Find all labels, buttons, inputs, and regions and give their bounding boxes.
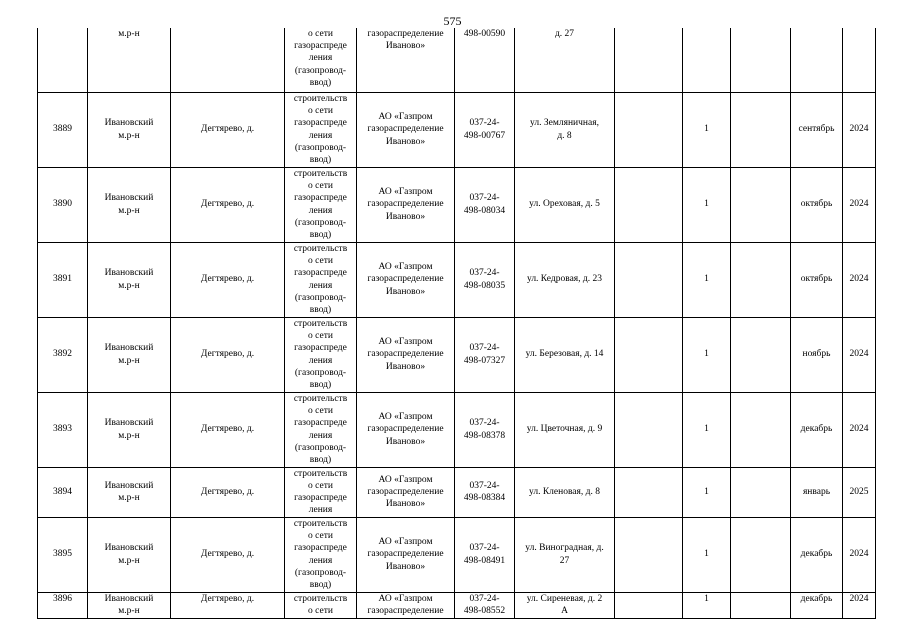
cell-line: Ивановский xyxy=(104,268,154,279)
cell-line: ул. Сиреневая, д. 2 xyxy=(526,593,603,604)
table-row xyxy=(38,317,876,392)
year-cell: 2024 xyxy=(843,167,876,242)
settlement-cell: Дегтярево, д. xyxy=(171,517,285,592)
empty-cell xyxy=(615,517,683,592)
operator-cell xyxy=(357,592,455,618)
address-cell xyxy=(515,592,615,618)
cell-line: о сети xyxy=(308,406,333,417)
cell-line: 037-24- xyxy=(469,343,500,354)
empty-cell xyxy=(615,317,683,392)
district-cell xyxy=(88,167,171,242)
cell-line: 498-08491 xyxy=(463,555,506,566)
cell-line: ввод) xyxy=(309,154,332,165)
cell-line: Иваново» xyxy=(385,211,426,222)
table-row xyxy=(38,592,876,618)
cell-line: строительств xyxy=(293,393,348,404)
empty-cell xyxy=(843,28,876,92)
work-type-cell xyxy=(285,467,357,517)
table-row xyxy=(38,242,876,317)
cell-line: о сети xyxy=(308,29,333,39)
table-row xyxy=(38,392,876,467)
cell-line: газораспределение xyxy=(367,349,444,360)
cell-line: м.р-н xyxy=(118,355,140,366)
month-cell: октябрь xyxy=(791,242,843,317)
cell-line: газораспределение xyxy=(367,124,444,135)
empty-cell xyxy=(731,592,791,618)
cell-line: газораспреде xyxy=(294,193,347,204)
quantity-cell: 1 xyxy=(683,242,731,317)
operator-cell xyxy=(357,167,455,242)
cell-line: 498-08035 xyxy=(463,280,506,291)
settlement-cell: Дегтярево, д. xyxy=(171,392,285,467)
year-cell: 2025 xyxy=(843,467,876,517)
cell-line: ления xyxy=(308,130,333,141)
year-cell: 2024 xyxy=(843,392,876,467)
settlement-cell xyxy=(171,28,285,92)
cell-line: строительств xyxy=(293,593,348,604)
settlement-cell: Дегтярево, д. xyxy=(171,242,285,317)
cell-line: м.р-н xyxy=(118,130,140,141)
cell-line: газораспределение xyxy=(367,605,444,616)
cell-line: 037-24- xyxy=(469,118,500,129)
district-cell xyxy=(88,467,171,517)
cell-line: ул. Кедровая, д. 23 xyxy=(526,274,602,285)
cell-line: Иваново» xyxy=(385,41,426,52)
row-number-cell: 3891 xyxy=(38,242,88,317)
cell-line: д. 8 xyxy=(557,130,572,141)
code-cell xyxy=(455,467,515,517)
cell-line: 498-00590 xyxy=(463,29,506,39)
cell-line: м.р-н xyxy=(118,205,140,216)
cell-line: (газопровод- xyxy=(294,442,347,453)
address-cell xyxy=(515,317,615,392)
month-cell: январь xyxy=(791,467,843,517)
cell-line: строительств xyxy=(293,93,348,104)
work-type-cell xyxy=(285,392,357,467)
cell-line: ввод) xyxy=(309,304,332,315)
cell-line: 498-00767 xyxy=(463,130,506,141)
code-cell xyxy=(455,392,515,467)
cell-line: строительств xyxy=(293,243,348,254)
cell-line: (газопровод- xyxy=(294,217,347,228)
cell-line: Иваново» xyxy=(385,561,426,572)
cell-line: газораспределение xyxy=(367,549,444,560)
cell-line: м.р-н xyxy=(118,280,140,291)
cell-line: Иваново» xyxy=(385,499,426,510)
cell-line: Иваново» xyxy=(385,361,426,372)
cell-line: Иваново» xyxy=(385,286,426,297)
cell-line: Иваново» xyxy=(385,136,426,147)
cell-line: Ивановский xyxy=(104,593,154,604)
month-cell: декабрь xyxy=(791,517,843,592)
operator-cell xyxy=(357,92,455,167)
cell-line: газораспреде xyxy=(294,418,347,429)
cell-line: Ивановский xyxy=(104,418,154,429)
cell-line: ввод) xyxy=(309,229,332,240)
cell-line: м.р-н xyxy=(118,430,140,441)
row-number-cell: 3896 xyxy=(38,592,88,618)
cell-line: ления xyxy=(308,205,333,216)
cell-line: ввод) xyxy=(309,379,332,390)
district-cell xyxy=(88,392,171,467)
table-row xyxy=(38,167,876,242)
cell-line: 037-24- xyxy=(469,480,500,491)
cell-line: о сети xyxy=(308,480,333,491)
cell-line: 498-08378 xyxy=(463,430,506,441)
month-cell: декабрь xyxy=(791,592,843,618)
address-cell xyxy=(515,92,615,167)
cell-line: (газопровод- xyxy=(294,292,347,303)
year-cell: 2024 xyxy=(843,242,876,317)
code-cell xyxy=(455,28,515,92)
address-cell xyxy=(515,467,615,517)
quantity-cell: 1 xyxy=(683,392,731,467)
operator-cell xyxy=(357,242,455,317)
empty-cell xyxy=(791,28,843,92)
operator-cell xyxy=(357,392,455,467)
code-cell xyxy=(455,242,515,317)
cell-line: Ивановский xyxy=(104,480,154,491)
settlement-cell: Дегтярево, д. xyxy=(171,592,285,618)
cell-line: газораспреде xyxy=(294,118,347,129)
cell-line: м.р-н xyxy=(118,493,140,503)
cell-line: 498-07327 xyxy=(463,355,506,366)
year-cell: 2024 xyxy=(843,592,876,618)
cell-line: АО «Газпром xyxy=(378,187,433,198)
cell-line: о сети xyxy=(308,106,333,117)
work-type-cell xyxy=(285,592,357,618)
cell-line: газораспределение xyxy=(367,274,444,285)
district-cell xyxy=(88,592,171,618)
cell-line: ления xyxy=(308,280,333,291)
empty-cell xyxy=(731,242,791,317)
empty-cell xyxy=(731,467,791,517)
cell-line: о сети xyxy=(308,605,333,616)
cell-line: о сети xyxy=(308,256,333,267)
cell-line: 037-24- xyxy=(469,268,500,279)
cell-line: АО «Газпром xyxy=(378,112,433,123)
empty-cell xyxy=(731,392,791,467)
cell-line: АО «Газпром xyxy=(378,412,433,423)
cell-line: строительств xyxy=(293,468,348,479)
code-cell xyxy=(455,317,515,392)
cell-line: газораспреде xyxy=(294,41,347,52)
settlement-cell: Дегтярево, д. xyxy=(171,167,285,242)
cell-line: газораспределение xyxy=(367,486,444,497)
year-cell: 2024 xyxy=(843,92,876,167)
table-row xyxy=(38,92,876,167)
cell-line: Иваново» xyxy=(385,436,426,447)
cell-line: 037-24- xyxy=(469,193,500,204)
cell-line: 037-24- xyxy=(469,543,500,554)
month-cell: декабрь xyxy=(791,392,843,467)
cell-line: ул. Виноградная, д. xyxy=(525,543,604,554)
empty-cell xyxy=(731,517,791,592)
empty-cell xyxy=(615,592,683,618)
empty-cell xyxy=(731,167,791,242)
cell-line: АО «Газпром xyxy=(378,537,433,548)
table-row xyxy=(38,28,876,92)
quantity-cell: 1 xyxy=(683,167,731,242)
work-type-cell xyxy=(285,92,357,167)
address-cell xyxy=(515,167,615,242)
year-cell: 2024 xyxy=(843,517,876,592)
cell-line: строительств xyxy=(293,168,348,179)
settlement-cell: Дегтярево, д. xyxy=(171,92,285,167)
cell-line: ввод) xyxy=(309,77,332,88)
cell-line: ул. Березовая, д. 14 xyxy=(525,349,604,360)
empty-cell xyxy=(731,92,791,167)
cell-line: ул. Цветочная, д. 9 xyxy=(526,424,603,435)
district-cell xyxy=(88,317,171,392)
empty-cell xyxy=(731,28,791,92)
cell-line: ления xyxy=(308,53,333,64)
table-row xyxy=(38,467,876,517)
cell-line: Ивановский xyxy=(104,543,154,554)
cell-line: ввод) xyxy=(309,579,332,590)
cell-line: 037-24- xyxy=(469,593,500,604)
row-number-cell: 3889 xyxy=(38,92,88,167)
operator-cell xyxy=(357,317,455,392)
operator-cell xyxy=(357,28,455,92)
empty-cell xyxy=(615,242,683,317)
cell-line: газораспреде xyxy=(294,493,347,503)
cell-line: ления xyxy=(308,430,333,441)
cell-line: о сети xyxy=(308,181,333,192)
work-type-cell xyxy=(285,167,357,242)
quantity-cell: 1 xyxy=(683,592,731,618)
cell-line: ввод) xyxy=(309,454,332,465)
table-row xyxy=(38,517,876,592)
cell-line: 498-08384 xyxy=(463,493,506,503)
month-cell: октябрь xyxy=(791,167,843,242)
settlement-cell: Дегтярево, д. xyxy=(171,467,285,517)
empty-cell xyxy=(615,28,683,92)
cell-line: о сети xyxy=(308,531,333,542)
cell-line: о сети xyxy=(308,331,333,342)
cell-line: АО «Газпром xyxy=(378,593,433,604)
district-cell xyxy=(88,517,171,592)
empty-cell xyxy=(615,467,683,517)
cell-line: (газопровод- xyxy=(294,367,347,378)
operator-cell xyxy=(357,467,455,517)
work-type-cell xyxy=(285,317,357,392)
page-number: 575 xyxy=(443,14,462,28)
work-type-cell xyxy=(285,517,357,592)
cell-line: газораспреде xyxy=(294,343,347,354)
cell-line: строительств xyxy=(293,518,348,529)
code-cell xyxy=(455,167,515,242)
cell-line: м.р-н xyxy=(118,605,140,616)
cell-line: ул. Ореховая, д. 5 xyxy=(529,199,600,210)
row-number-cell: 3895 xyxy=(38,517,88,592)
empty-cell xyxy=(615,392,683,467)
district-cell xyxy=(88,242,171,317)
quantity-cell: 1 xyxy=(683,92,731,167)
address-cell xyxy=(515,242,615,317)
empty-cell xyxy=(731,317,791,392)
month-cell: ноябрь xyxy=(791,317,843,392)
address-cell xyxy=(515,28,615,92)
cell-line: 498-08552 xyxy=(463,605,506,616)
cell-line: А xyxy=(561,605,568,616)
cell-line: Ивановский xyxy=(104,118,154,129)
row-number-cell: 3892 xyxy=(38,317,88,392)
district-cell xyxy=(88,92,171,167)
cell-line: АО «Газпром xyxy=(378,262,433,273)
cell-line: АО «Газпром xyxy=(378,337,433,348)
operator-cell xyxy=(357,517,455,592)
quantity-cell: 1 xyxy=(683,517,731,592)
cell-line: газораспределение xyxy=(367,424,444,435)
cell-line: ул. Земляничная, xyxy=(530,118,599,129)
cell-line: ул. Кленовая, д. 8 xyxy=(529,486,600,497)
quantity-cell: 1 xyxy=(683,467,731,517)
row-number-cell xyxy=(38,28,88,92)
empty-cell xyxy=(615,92,683,167)
empty-cell xyxy=(683,28,731,92)
cell-line: (газопровод- xyxy=(294,142,347,153)
address-cell xyxy=(515,392,615,467)
row-number-cell: 3893 xyxy=(38,392,88,467)
cell-line: 27 xyxy=(559,555,570,566)
cell-line: газораспреде xyxy=(294,543,347,554)
cell-line: 498-08034 xyxy=(463,205,506,216)
work-type-cell xyxy=(285,242,357,317)
row-number-cell: 3890 xyxy=(38,167,88,242)
cell-line: ления xyxy=(308,355,333,366)
cell-line: строительств xyxy=(293,318,348,329)
gas-connection-table xyxy=(37,28,876,619)
cell-line: газораспреде xyxy=(294,268,347,279)
district-cell: м.р-н xyxy=(88,28,171,92)
empty-cell xyxy=(615,167,683,242)
year-cell: 2024 xyxy=(843,317,876,392)
cell-line: газораспределение xyxy=(367,199,444,210)
work-type-cell xyxy=(285,28,357,92)
cell-line: (газопровод- xyxy=(294,65,347,76)
cell-line: ления xyxy=(308,505,333,516)
code-cell xyxy=(455,517,515,592)
cell-line: газораспределение xyxy=(367,29,444,39)
quantity-cell: 1 xyxy=(683,317,731,392)
settlement-cell: Дегтярево, д. xyxy=(171,317,285,392)
row-number-cell: 3894 xyxy=(38,467,88,517)
cell-line: Ивановский xyxy=(104,343,154,354)
cell-line: м.р-н xyxy=(118,555,140,566)
cell-line: д. 27 xyxy=(554,29,575,39)
month-cell: сентябрь xyxy=(791,92,843,167)
cell-line: (газопровод- xyxy=(294,567,347,578)
cell-line: 037-24- xyxy=(469,418,500,429)
address-cell xyxy=(515,517,615,592)
code-cell xyxy=(455,92,515,167)
cell-line: ления xyxy=(308,555,333,566)
code-cell xyxy=(455,592,515,618)
cell-line: АО «Газпром xyxy=(378,474,433,485)
cell-line: Ивановский xyxy=(104,193,154,204)
